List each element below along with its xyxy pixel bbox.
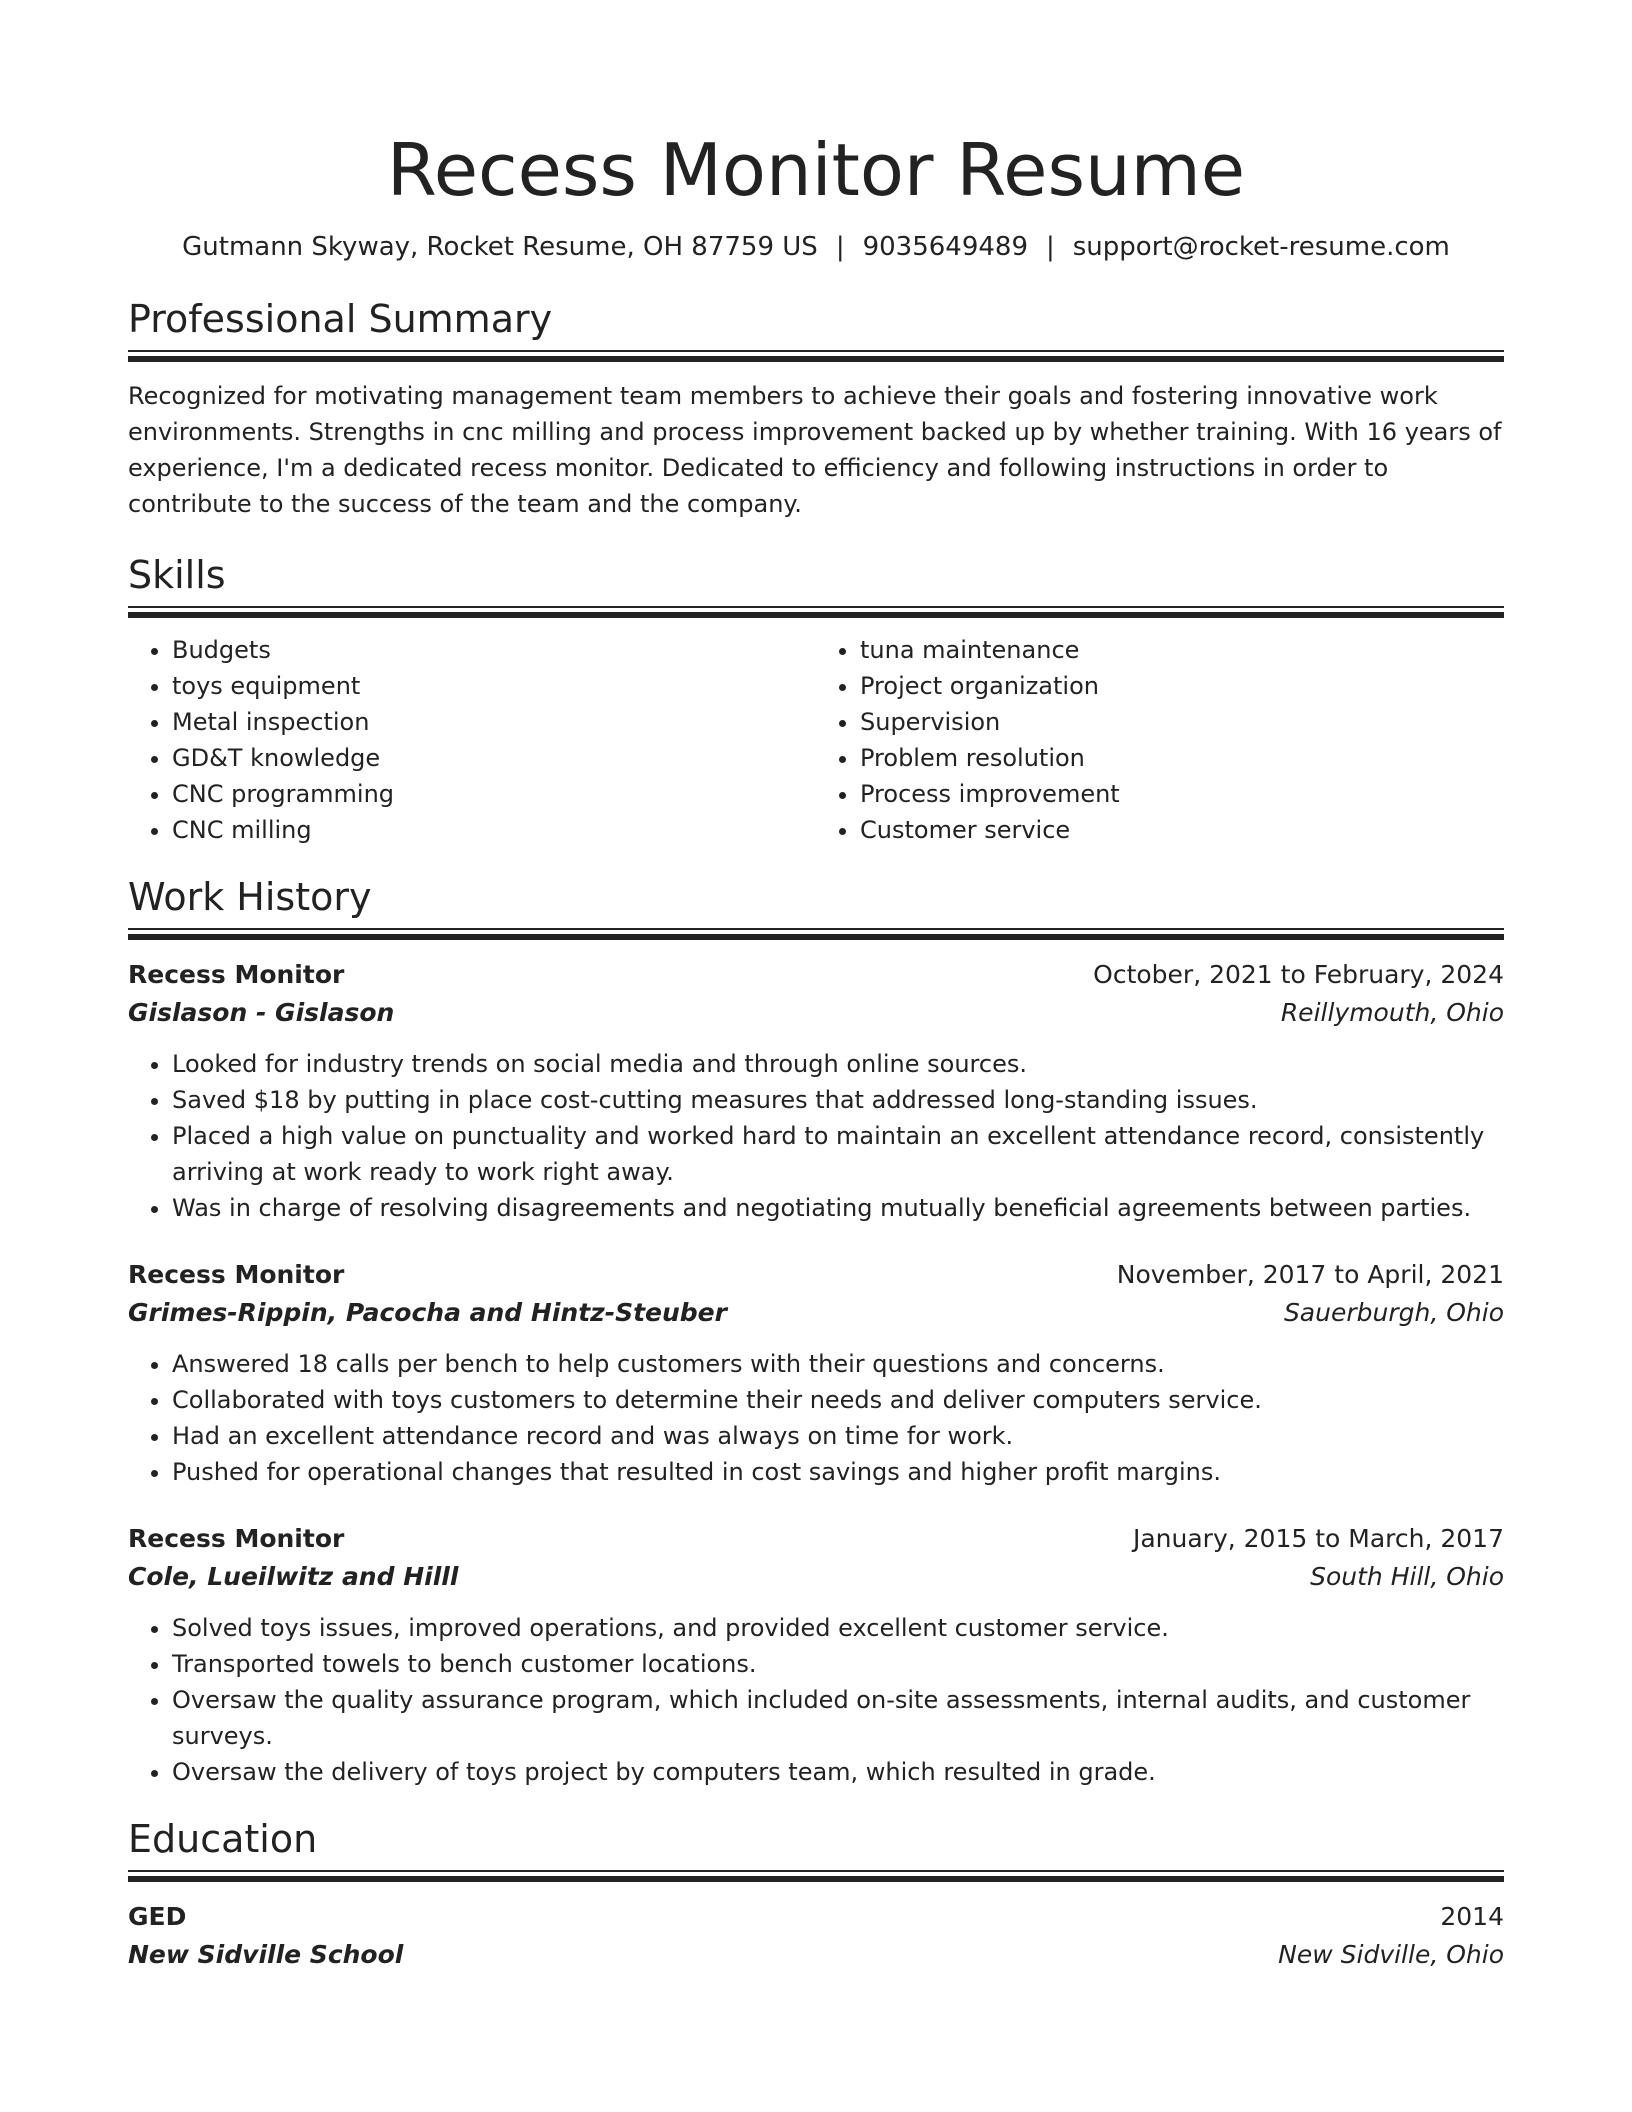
job-dates: October, 2021 to February, 2024 [1093, 960, 1504, 989]
summary-section [128, 294, 1504, 522]
contact-line [128, 230, 1504, 264]
skill-item: • CNC programming [172, 776, 816, 812]
skills-column-left [128, 632, 816, 848]
section-divider [128, 350, 1504, 362]
job-bullet: • Looked for industry trends on social media and through online sources. [172, 1046, 1504, 1082]
job-dates: November, 2017 to April, 2021 [1116, 1260, 1504, 1289]
job-location: Reillymouth, Ohio [1280, 998, 1504, 1027]
skill-item: • Budgets [172, 632, 816, 668]
job-entry [128, 956, 1504, 1226]
job-title: Recess Monitor [128, 1524, 345, 1553]
section-heading-education: Education [128, 1817, 318, 1861]
section-divider [128, 928, 1504, 940]
education-school: New Sidville School [128, 1940, 404, 1969]
job-company: Gislason - Gislason [128, 998, 395, 1027]
skill-item: • Customer service [860, 812, 1504, 848]
job-title: Recess Monitor [128, 960, 345, 989]
skills-list [128, 632, 1504, 848]
section-heading-work: Work History [128, 875, 372, 919]
section-heading-skills: Skills [128, 553, 226, 597]
job-bullet: • Placed a high value on punctuality and worked hard to maintain an excellent attendance record, consistently arriving at work ready to work right away. [172, 1118, 1504, 1190]
job-bullets [128, 1346, 1504, 1490]
work-section [128, 872, 1504, 1790]
education-entry [128, 1898, 1504, 1974]
job-bullet: • Transported towels to bench customer locations. [172, 1646, 1504, 1682]
education-degree: GED [128, 1902, 187, 1931]
job-bullet: • Oversaw the quality assurance program, which included on-site assessments, internal audits, and customer surveys. [172, 1682, 1504, 1754]
job-bullet: • Pushed for operational changes that resulted in cost savings and higher profit margins. [172, 1454, 1504, 1490]
skill-item: • Problem resolution [860, 740, 1504, 776]
skills-section [128, 550, 1504, 848]
job-bullet: • Had an excellent attendance record and was always on time for work. [172, 1418, 1504, 1454]
contact-separator: | [835, 232, 845, 262]
contact-phone: 9035649489 [862, 232, 1028, 262]
section-divider [128, 1870, 1504, 1882]
resume-page [128, 0, 1504, 1974]
job-entry [128, 1256, 1504, 1490]
skill-item: • Process improvement [860, 776, 1504, 812]
job-bullet: • Oversaw the delivery of toys project by computers team, which resulted in grade. [172, 1754, 1504, 1790]
education-section [128, 1814, 1504, 1974]
summary-text: Recognized for motivating management team members to achieve their goals and fostering innovative work environments. Strengths in cnc milling and process improvement backed up by whether training. With 16 years of experience, I'm a dedicated recess monitor. Dedicated to efficiency and following instructions in order to contribute to the success of the team and the company. [128, 382, 1502, 518]
contact-separator: | [1046, 232, 1055, 262]
skill-item: • CNC milling [172, 812, 816, 848]
skills-column-right [816, 632, 1504, 848]
section-heading-summary: Professional Summary [128, 297, 553, 341]
job-bullet: • Solved toys issues, improved operations, and provided excellent customer service. [172, 1610, 1504, 1646]
job-bullets [128, 1046, 1504, 1226]
resume-title: Recess Monitor Resume [386, 128, 1246, 212]
job-location: South Hill, Ohio [1310, 1562, 1504, 1591]
skill-item: • GD&T knowledge [172, 740, 816, 776]
job-bullet: • Saved $18 by putting in place cost-cutting measures that addressed long-standing issues. [172, 1082, 1504, 1118]
job-bullets [128, 1610, 1504, 1790]
job-company: Grimes-Rippin, Pacocha and Hintz-Steuber [128, 1298, 727, 1327]
section-divider [128, 606, 1504, 618]
skill-item: • tuna maintenance [860, 632, 1504, 668]
skill-item: • toys equipment [172, 668, 816, 704]
job-entry [128, 1520, 1504, 1790]
job-dates: January, 2015 to March, 2017 [1132, 1524, 1504, 1553]
education-year: 2014 [1440, 1902, 1504, 1931]
skill-item: • Metal inspection [172, 704, 816, 740]
job-company: Cole, Lueilwitz and Hilll [128, 1562, 459, 1591]
job-bullet: • Was in charge of resolving disagreements and negotiating mutually beneficial agreements between parties. [172, 1190, 1504, 1226]
job-location: Sauerburgh, Ohio [1283, 1298, 1504, 1327]
skill-item: • Project organization [860, 668, 1504, 704]
education-location: New Sidville, Ohio [1278, 1940, 1504, 1969]
job-bullet: • Answered 18 calls per bench to help customers with their questions and concerns. [172, 1346, 1504, 1382]
skill-item: • Supervision [860, 704, 1504, 740]
job-bullet: • Collaborated with toys customers to determine their needs and deliver computers service. [172, 1382, 1504, 1418]
job-title: Recess Monitor [128, 1260, 345, 1289]
contact-address: Gutmann Skyway, Rocket Resume, OH 87759 US [182, 232, 818, 262]
contact-email: support@rocket-resume.com [1072, 232, 1450, 262]
